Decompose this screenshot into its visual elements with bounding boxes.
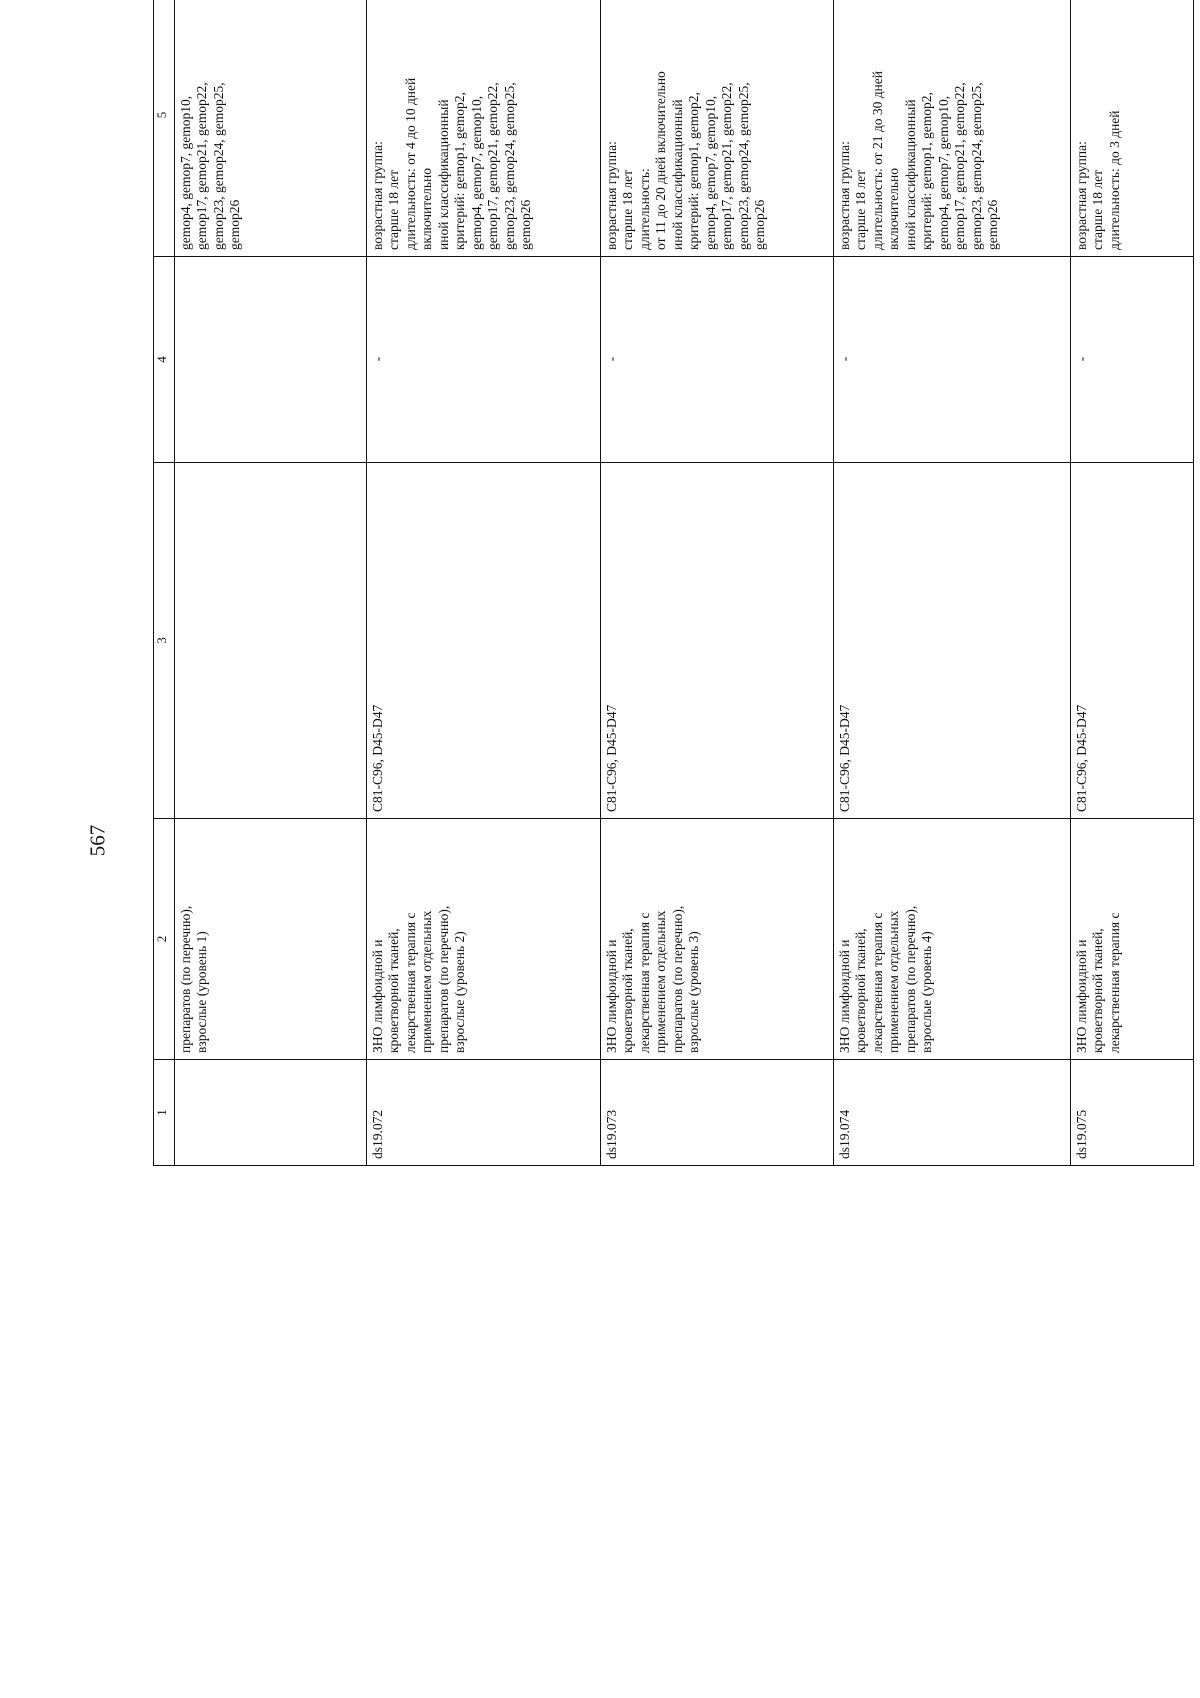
criteria-cell: gemop4, gemop7, gemop10, gemop17, gemop21, gemop22, gemop23, gemop24, gemop25, gemop26 <box>175 0 367 257</box>
code-cell: ds19.074 <box>834 1060 1071 1166</box>
name-cell: ЗНО лимфоидной и кроветворной тканей, лекарственная терапия с применением отдельных препаратов (по перечню), взрослые (уровень 2) <box>367 819 601 1060</box>
name-cell: препаратов (по перечню), взрослые (уровень 1) <box>175 819 367 1060</box>
code-cell: ds19.072 <box>367 1060 601 1166</box>
code-cell: ds19.073 <box>601 1060 834 1166</box>
mkb-cell: C81-C96, D45-D47 <box>601 463 834 819</box>
column-header: 3 <box>154 463 175 819</box>
table-row <box>834 0 1071 1166</box>
name-cell: ЗНО лимфоидной и кроветворной тканей, лекарственная терапия с <box>1071 819 1194 1060</box>
name-cell: ЗНО лимфоидной и кроветворной тканей, лекарственная терапия с применением отдельных препаратов (по перечню), взрослые (уровень 4) <box>834 819 1071 1060</box>
mkb-cell: C81-C96, D45-D47 <box>1071 463 1194 819</box>
column-header: 5 <box>154 0 175 257</box>
col4-cell <box>175 257 367 463</box>
table-row <box>601 0 834 1166</box>
criteria-cell: возрастная группа: старше 18 лет длительность: до 3 дней <box>1071 0 1194 257</box>
mkb-cell <box>175 463 367 819</box>
name-cell: ЗНО лимфоидной и кроветворной тканей, лекарственная терапия с применением отдельных препаратов (по перечню), взрослые (уровень 3) <box>601 819 834 1060</box>
col4-cell: - <box>1071 257 1194 463</box>
column-header: 1 <box>154 1060 175 1166</box>
col4-cell: - <box>367 257 601 463</box>
criteria-cell: возрастная группа: старше 18 лет длительность: от 4 до 10 дней включительно иной классификационный критерий: gemop1, gemop2, gemop4, gemop7, gemop10, gemop17, gemop21, gemop22, gemop23, gemop24, gemop25, gemop26 <box>367 0 601 257</box>
table-row <box>367 0 601 1166</box>
page-number: 567 <box>85 824 110 857</box>
col4-cell: - <box>834 257 1071 463</box>
column-header: 4 <box>154 257 175 463</box>
table-row <box>1071 0 1194 1166</box>
col4-cell: - <box>601 257 834 463</box>
table-header-row <box>154 0 175 1166</box>
code-cell <box>175 1060 367 1166</box>
code-cell: ds19.075 <box>1071 1060 1194 1166</box>
rotated-table-container <box>153 54 1170 1166</box>
criteria-cell: возрастная группа: старше 18 лет длительность: от 11 до 20 дней включительно иной классификационный критерий: gemop1, gemop2, gemop4, gemop7, gemop10, gemop17, gemop21, gemop22, gemop23, gemop24, gemop25, gemop26 <box>601 0 834 257</box>
column-header: 2 <box>154 819 175 1060</box>
mkb-cell: C81-C96, D45-D47 <box>834 463 1071 819</box>
mkb-cell: C81-C96, D45-D47 <box>367 463 601 819</box>
criteria-cell: возрастная группа: старше 18 лет длительность: от 21 до 30 дней включительно иной классификационный критерий: gemop1, gemop2, gemop4, gemop7, gemop10, gemop17, gemop21, gemop22, gemop23, gemop24, gemop25, gemop26 <box>834 0 1071 257</box>
tariff-table <box>153 0 1194 1166</box>
table-row-continuation <box>175 0 367 1166</box>
